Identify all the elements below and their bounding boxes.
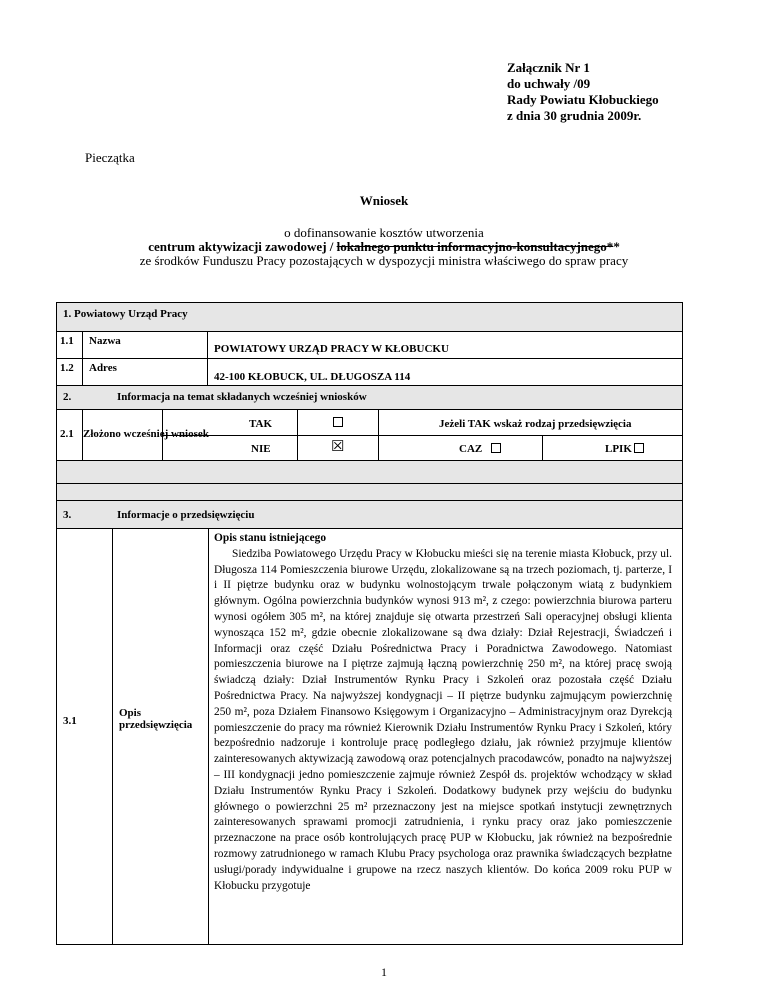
if-yes-cell	[378, 409, 683, 436]
row-2-1-num-cell	[56, 409, 83, 461]
description-text: Siedziba Powiatowego Urzędu Pracy w Kłobucku mieści się na terenie miasta Kłobuck, przy ul. Długosza 114 Pomieszczenia biurowe Urzędu, zlokalizowane są na trzech poziomach, tj. parterze, I i II piętrze budynku oraz w budynku wolnostojącym trwale połączonym wiatą z budynkiem głównym. Ogólna powierzchnia budynków wynosi 913 m², z czego: powierzchnia biurowa parteru wynosi ogółem 305 m², na której znajduje się otwarta przestrzeń Sali operacyjnej obsługi klienta wynosząca 152 m², gdzie obecnie zlokalizowane są dwa działy: Dział Rejestracji, Świadczeń i Informacji oraz część Działu Pośrednictwa Pracy i Poradnictwa Zawodowego. Natomiast pomieszczenia biurowe na I piętrze zajmują łączną powierzchnię 250 m², na której pracę swoją świadczą działy: Dział Instrumentów Rynku Pracy i Szkoleń oraz pozostała część Działu Pośrednictwa Pracy. Na najwyższej kondygnacji – II piętrze budynku zajmującym powierzchnię 250 m², poza Działem Finansowo Księgowym i Organizacyjno – Administracyjnym oraz Dyrekcją pomieszczenie do pracy ma również Kierownik Działu Instrumentów Rynku Pracy i Szkoleń, który bezpośrednio nadzoruje i kontroluje pracę podległego działu, jak również przyjmuje klientów zainteresowanych aktywizacją zawodową oraz potencjalnych pracodawców, ponadto na najwyższej – III kondygnacji jedno pomieszczenie zajmuje również Zespół ds. projektów wchodzący w skład Działu Instrumentów Rynku Pracy i Szkoleń. Dodatkowy budynek przy wejściu do budynku głównego o powierzchni 25 m² przeznaczony jest na miejsce spotkań instytucji zewnętrznych zainteresowanych sprawami promocji zatrudnienia, i rynku pracy oraz jako pomieszczenie przeznaczone na prace osób kontrolujących pracę PUP w Kłobucku, jak również na bezpośrednie rozmowy zatrudnionego w ramach Klubu Pracy psychologa oraz prawnika świadczących bezpłatne usługi/porady indywidualne i grupowe na rzecz naszych klientów. Do końca 2009 roku PUP w Kłobucku przygotuje	[214, 547, 672, 892]
if-yes-label: Jeżeli TAK wskaż rodzaj przedsięwzięcia	[439, 418, 632, 430]
row-1-1-label: Nazwa	[89, 335, 121, 347]
row-3-1-label	[119, 707, 192, 731]
subtitle-bold: centrum aktywizacji zawodowej /	[148, 239, 337, 254]
yes-cell	[162, 409, 298, 436]
no-cell	[162, 435, 298, 461]
section2-header: Informacja na temat składanych wcześniej wniosków	[117, 391, 367, 403]
subtitle-line-2: centrum aktywizacji zawodowej / lokalnego punktu informacyjno-konsultacyjnego**	[148, 239, 620, 254]
section1-header: 1. Powiatowy Urząd Pracy	[63, 308, 188, 320]
row-3-1-num-cell	[56, 528, 113, 945]
caz-label: CAZ	[459, 443, 483, 455]
document-subtitle	[0, 226, 768, 268]
subtitle-struck: lokalnego punktu informacyjno-konsultacyjnego*	[336, 239, 614, 254]
row-1-1-label-cell	[82, 331, 208, 359]
section1-header-cell	[56, 302, 683, 332]
no-label: NIE	[251, 443, 271, 455]
yes-checkbox[interactable]	[333, 417, 343, 427]
row-3-1-label-cell	[112, 528, 209, 945]
document-title: Wniosek	[359, 193, 409, 208]
yes-label: TAK	[249, 418, 273, 430]
description	[214, 531, 672, 894]
row-1-1-num: 1.1	[60, 335, 74, 347]
no-checkbox[interactable]: ☒	[331, 439, 345, 455]
row-1-1-num-cell	[56, 331, 83, 359]
row-3-1-label-line: Opis	[119, 707, 142, 719]
section2-num: 2.	[63, 391, 72, 403]
yes-checkbox-cell	[297, 409, 379, 436]
row-1-2-value-cell	[207, 358, 683, 386]
row-1-2-label: Adres	[89, 362, 117, 374]
caz-checkbox[interactable]	[491, 443, 501, 453]
lpik-cell	[542, 435, 683, 461]
annex-line: Rady Powiatu Kłobuckiego	[507, 92, 659, 107]
subtitle-line-3: ze środków Funduszu Pracy pozostających w dyspozycji ministra właściwego do spraw pracy	[139, 253, 629, 268]
row-3-1-label-line: przedsięwzięcia	[119, 719, 193, 731]
lpik-checkbox[interactable]	[634, 443, 644, 453]
stamp-label: Pieczątka	[85, 150, 135, 165]
row-1-2-num: 1.2	[60, 362, 74, 374]
description-heading: Opis stanu istniejącego	[214, 532, 327, 544]
annex-line: Załącznik Nr 1	[507, 60, 590, 75]
no-checkbox-cell	[297, 435, 379, 461]
page-number: 1	[381, 965, 387, 979]
section3-header-cell	[56, 500, 683, 529]
section2-header-cell	[56, 385, 683, 410]
annex-block	[507, 60, 659, 124]
lpik-label: LPIK	[605, 443, 632, 455]
institution-name: POWIATOWY URZĄD PRACY W KŁOBUCKU	[214, 343, 449, 355]
annex-line: z dnia 30 grudnia 2009r.	[507, 108, 642, 123]
section3-header: Informacje o przedsięwzięciu	[117, 509, 255, 521]
row-2-1-label-cell	[82, 409, 209, 461]
row-2-1-num: 2.1	[60, 428, 74, 440]
annex-line: do uchwały /09	[507, 76, 591, 91]
institution-address: 42-100 KŁOBUCK, UL. DŁUGOSZA 114	[214, 371, 411, 383]
row-1-2-num-cell	[56, 358, 83, 386]
empty-row	[56, 460, 683, 484]
row-1-2-label-cell	[82, 358, 208, 386]
caz-cell	[378, 435, 543, 461]
row-3-1-num: 3.1	[63, 715, 77, 727]
empty-row	[56, 483, 683, 501]
row-2-1-label: Złożono wcześniej wniosek	[83, 428, 209, 440]
subtitle-line-1: o dofinansowanie kosztów utworzenia	[284, 225, 484, 240]
row-1-1-value-cell	[207, 331, 683, 359]
section3-num: 3.	[63, 509, 72, 521]
